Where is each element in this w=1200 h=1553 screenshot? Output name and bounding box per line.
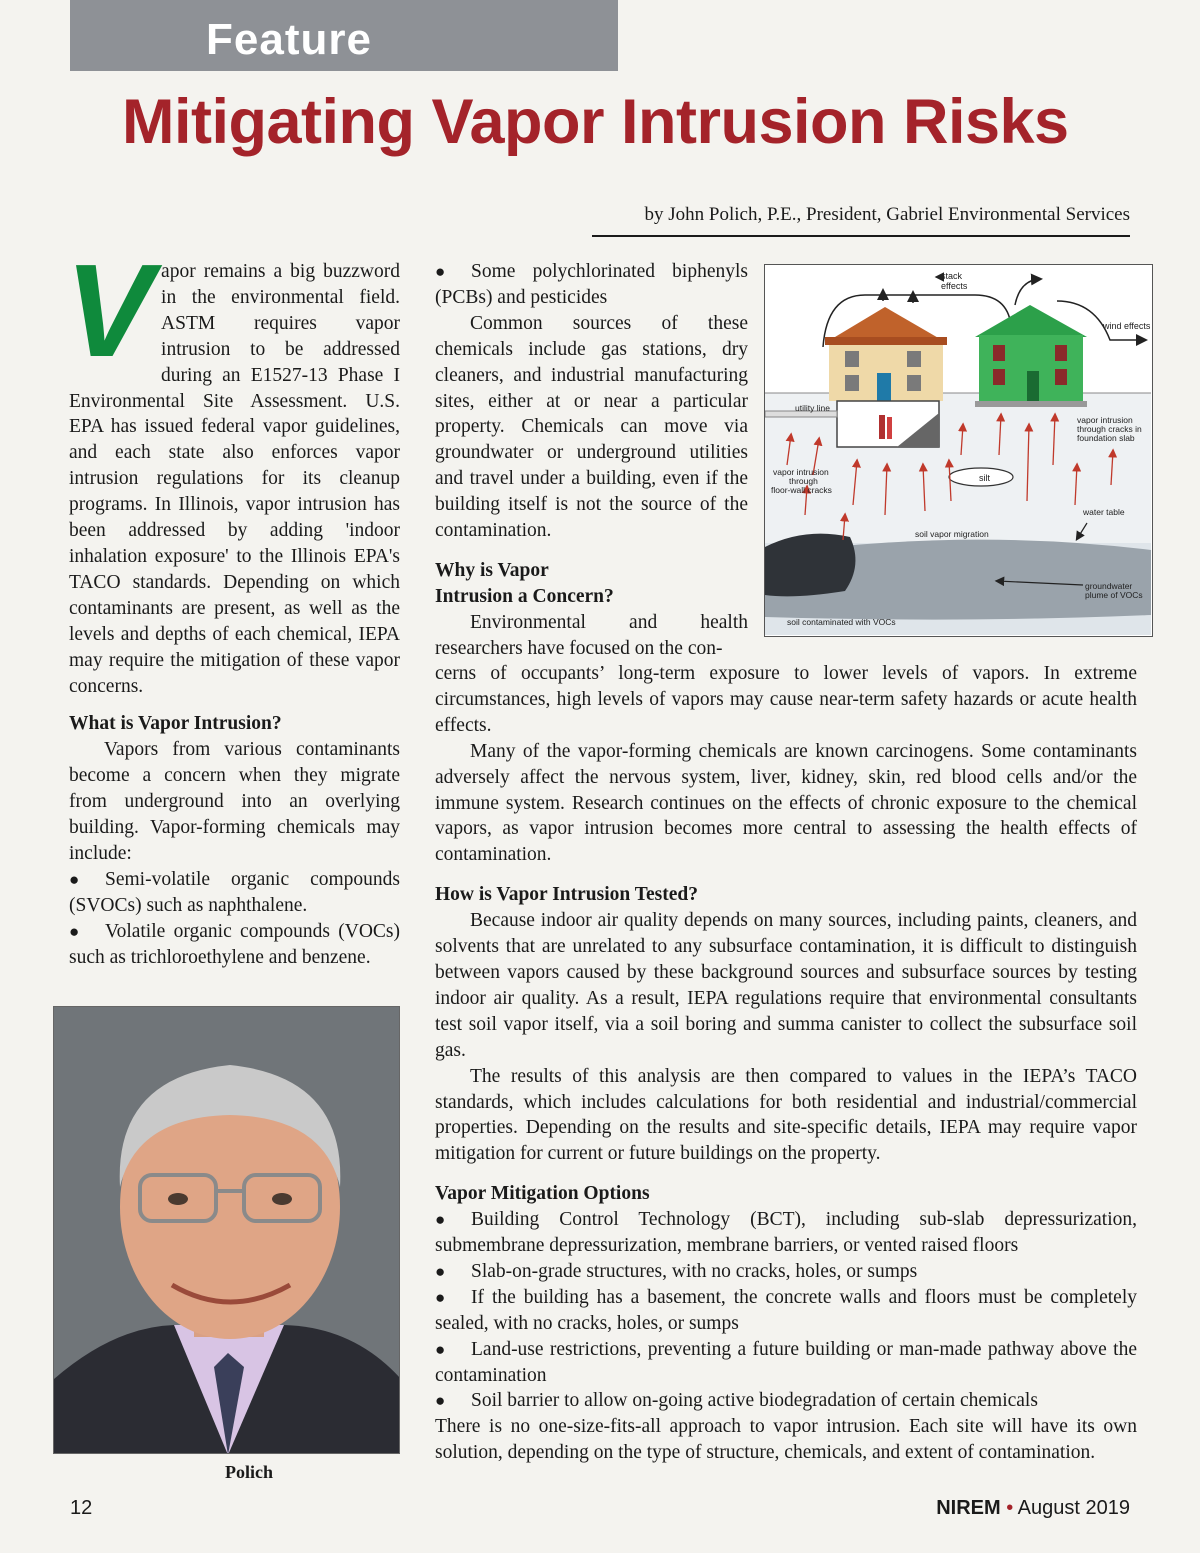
contaminated-soil: [765, 534, 855, 597]
section-heading-options: Vapor Mitigation Options: [435, 1183, 650, 1205]
publication-name: NIREM: [936, 1497, 1001, 1519]
byline: by John Polich, P.E., President, Gabriel Environmental Services: [592, 204, 1130, 237]
label-stack-effects: effects: [941, 281, 968, 291]
label-cracks-slab: through cracks in: [1077, 424, 1142, 434]
label-soil-contaminated: soil contaminated with VOCs: [787, 617, 896, 627]
separator-dot: •: [1006, 1497, 1014, 1519]
what-paragraph: Vapors from various contaminants become a concern when they migrate from underground into an overlying building. Vapor-forming chemicals may include:: [69, 739, 400, 864]
bullet-item-vocs: ● Volatile organic compounds (VOCs) such as trichloroethylene and benzene.: [69, 919, 400, 971]
drop-cap: V: [65, 237, 154, 384]
issue-date: August 2019: [1017, 1497, 1130, 1519]
tested-paragraph-1: Because indoor air quality depends on many sources, including paints, cleaners, and solvents that are unrelated to any subsurface contamination, it is difficult to distinguish between vapors caused by these background sources and subsurface sources by testing indoor air quality. As a result, IEPA regulations require that environmental consultants test soil vapor itself, via a soil boring and summa canister to collect the subsurface soil gas.: [435, 910, 1137, 1061]
portrait-illustration: [54, 1007, 400, 1454]
diagram-svg: [765, 265, 1151, 635]
author-photo: [53, 1006, 400, 1454]
section-heading-tested: How is Vapor Intrusion Tested?: [435, 884, 698, 906]
option-item: ● If the building has a basement, the concrete walls and floors must be completely sealed, with no cracks, holes, or sumps: [435, 1285, 1137, 1337]
section-banner: Feature: [70, 0, 618, 71]
house-roof-right: [975, 305, 1087, 337]
wide-column: [435, 661, 1137, 1466]
person-icon: [887, 417, 892, 439]
option-item: ● Slab-on-grade structures, with no cracks, holes, or sumps: [435, 1259, 1137, 1285]
label-cracks-slab: foundation slab: [1077, 433, 1135, 443]
section-heading-why: [435, 558, 748, 610]
label-water-table: water table: [1083, 507, 1125, 517]
carcinogens-paragraph: Many of the vapor-forming chemicals are known carcinogens. Some contaminants adversely affect the nervous system, liver, kidney, skin, red blood cells and/or the immune system. Research continues on the effects of chronic exposure to the chemical vapors, as vapor intrusion becomes more central to assessing the health effects of contamination.: [435, 740, 1137, 866]
section-heading-what: What is Vapor Intrusion?: [69, 713, 282, 735]
bullet-item-svocs: ● Semi-volatile organic compounds (SVOCs) such as naphthalene.: [69, 867, 400, 919]
option-item: ● Building Control Technology (BCT), including sub-slab depressurization, submembrane depressurization, membrane barriers, or vented raised floors: [435, 1207, 1137, 1259]
page-number: 12: [70, 1497, 93, 1519]
article-title: Mitigating Vapor Intrusion Risks: [122, 87, 1069, 157]
label-floor-wall: vapor intrusion: [773, 467, 829, 477]
stack-arrow: [1015, 279, 1040, 305]
concern-paragraph-cont: cerns of occupants’ long-term exposure to lower levels of vapors. In extreme circumstances, high levels of vapors may cause near-term safety hazards or acute health effects.: [435, 663, 1137, 736]
label-soil-vapor-migration: soil vapor migration: [915, 529, 989, 539]
label-cracks-slab: vapor intrusion: [1077, 415, 1133, 425]
concern-paragraph-start: Environmental and health researchers have focused on the con-: [435, 611, 748, 659]
person-icon: [879, 415, 885, 439]
middle-column: [435, 259, 748, 662]
label-plume: groundwater: [1085, 581, 1133, 591]
sources-paragraph: Common sources of these chemicals include gas stations, dry cleaners, and industrial manufacturing sites, either at or near a particular property. Chemicals can move via groundwater or underground utilities and travel under a building, even if the building itself is not the source of the contamination.: [435, 312, 748, 542]
foundation-slab: [975, 401, 1087, 407]
bullet-item-pcbs: ● Some polychlorinated biphenyls (PCBs) and pesticides: [435, 259, 748, 311]
intro-paragraph: apor remains a big buzzword in the environmental field. ASTM requires vapor intrusion to be addressed during an E1527-13 Phase I Environmental Site Assessment. U.S. EPA has issued federal vapor guidelines, and each state also enforces vapor intrusion regulations for its cleanup programs. In Illinois, vapor intrusion has been addressed by adding 'indoor inhalation exposure' to the Illinois EPA's TACO standards. Depending on which contaminants are present, as well as the levels and depths of each chemical, IEPA may require the mitigation of these vapor concerns.: [69, 261, 400, 697]
label-stack-effects: stack: [941, 271, 963, 281]
heading-line: Intrusion a Concern?: [435, 585, 614, 607]
publication-footer: [880, 1497, 1130, 1520]
vapor-intrusion-diagram: [764, 264, 1153, 637]
photo-caption: Polich: [225, 1462, 273, 1482]
label-silt: silt: [979, 473, 990, 483]
label-plume: plume of VOCs: [1085, 590, 1143, 600]
label-floor-wall: floor-wall cracks: [771, 485, 832, 495]
heading-line: Why is Vapor: [435, 559, 549, 581]
closing-paragraph: There is no one-size-fits-all approach to vapor intrusion. Each site will have its own solution, depending on the type of structure, chemicals, and extent of contamination.: [435, 1416, 1137, 1464]
left-column: [65, 237, 400, 970]
option-item: ● Soil barrier to allow on-going active biodegradation of certain chemicals: [435, 1388, 1137, 1414]
label-floor-wall: through: [789, 476, 818, 486]
label-utility-line: utility line: [795, 403, 830, 413]
tested-paragraph-2: The results of this analysis are then compared to values in the IEPA’s TACO standards, which includes calculations for both residential and industrial/commercial properties. Depending on the results and site-specific details, IEPA may require vapor mitigation for current or future buildings on the property.: [435, 1065, 1137, 1165]
option-item: ● Land-use restrictions, preventing a future building or man-made pathway above the contamination: [435, 1337, 1137, 1389]
label-wind-effects: wind effects: [1103, 321, 1151, 331]
